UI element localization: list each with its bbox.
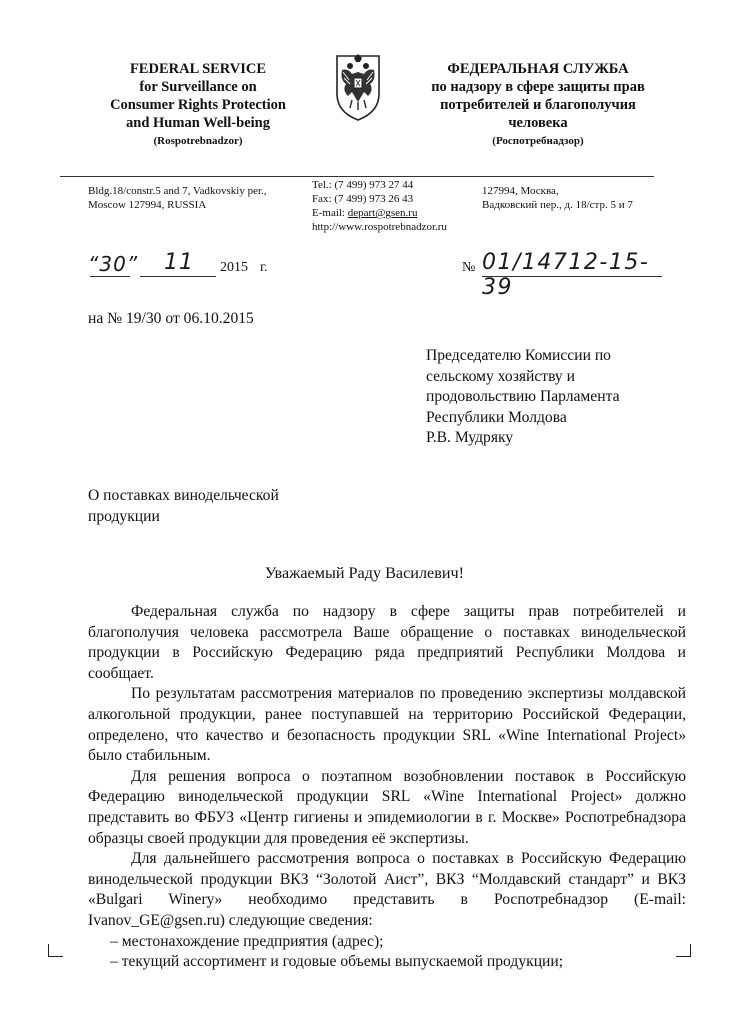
website-link[interactable]: http://www.rospotrebnadzor.ru (312, 221, 447, 233)
email-link[interactable]: depart@gsen.ru (347, 207, 418, 219)
date-day-handwritten: “30” (88, 252, 139, 276)
address-en-line: Moscow 127994, RUSSIA (88, 199, 207, 211)
address-russian (482, 184, 662, 212)
header-ru-line: человека (508, 115, 568, 131)
reference-line: на № 19/30 от 06.10.2015 (88, 310, 254, 327)
double-headed-eagle-icon (334, 50, 382, 124)
phone-line: Tel.: (7 499) 973 27 44 (312, 179, 414, 191)
date-year-suffix: г. (260, 260, 268, 275)
corner-mark-left (48, 944, 63, 957)
list-item: – текущий ассортимент и годовые объемы выпускаемой продукции; (110, 953, 564, 971)
address-ru-line: 127994, Москва, (482, 185, 559, 197)
number-handwritten: 01/14712-15-39 (482, 250, 650, 300)
contact-details (312, 178, 482, 234)
body-paragraph: Федеральная служба по надзору в сфере защиты прав потребителей и благополучия человека рассмотрела Ваше обращение о поставках винодельческой продукции в Российскую Федерацию ряда предприятий Республики Молдова и сообщает. (88, 603, 686, 682)
addressee-line: Председателю Комиссии по (426, 347, 611, 364)
header-russian (414, 60, 662, 150)
document-number (462, 250, 672, 300)
corner-mark-right (676, 944, 691, 957)
subject-line: продукции (88, 507, 160, 525)
header-divider (60, 176, 654, 177)
header-en-line: and Human Well-being (126, 115, 270, 131)
body-paragraph: По результатам рассмотрения материалов по проведению экспертизы молдавской алкогольной продукции, ранее поступавшей на территорию Российской Федерации, определено, что качество и безопасность продукции SRL «Wine International Project» было стабильным. (88, 685, 686, 765)
coat-of-arms-emblem (334, 50, 382, 124)
body-paragraph: Для решения вопроса о поэтапном возобновлении поставок в Российскую Федерацию винодельческой продукции SRL «Wine International Project» должно представить во ФБУЗ «Центр гигиены и эпидемиологии в г. Москве» Роспотребнадзора образцы своей продукции для проведения её экспертизы. (88, 767, 686, 847)
header-ru-line: ФЕДЕРАЛЬНАЯ СЛУЖБА (447, 61, 629, 77)
header-en-short-name: (Rospotrebnadzor) (153, 135, 243, 147)
date-day-underline (90, 276, 130, 277)
date-year: 2015 (220, 260, 248, 275)
list-item: – местонахождение предприятия (адрес); (110, 932, 384, 950)
subject-line: О поставках винодельческой (88, 487, 279, 504)
body-paragraph: Для дальнейшего рассмотрения вопроса о поставках в Российскую Федерацию винодельческой продукции ВКЗ “Золотой Аист”, ВКЗ “Молдавский стандарт” и ВКЗ «Bulgari Winery» необходимо представить в Роспотребнадзор (E-mail: Ivanov_GE@gsen.ru) следующие сведения: (88, 850, 686, 929)
header-en-line: FEDERAL SERVICE (129, 61, 267, 77)
address-english (88, 184, 298, 212)
email-line (312, 206, 482, 220)
header-ru-line: потребителей и благополучия (440, 97, 636, 113)
date-month-handwritten: 11 (164, 250, 194, 275)
number-underline (482, 276, 662, 277)
header-en-line: Consumer Rights Protection (110, 97, 286, 113)
addressee-line: продовольствию Парламента (426, 388, 620, 406)
subject-block (88, 486, 348, 527)
header-ru-short-name: (Роспотребнадзор) (492, 135, 584, 147)
address-ru-line: Вадковский пер., д. 18/стр. 5 и 7 (482, 199, 633, 211)
address-en-line: Bldg.18/constr.5 and 7, Vadkovskiy per., (88, 185, 267, 197)
addressee-line: сельскому хозяйству и (426, 367, 575, 385)
header-english (96, 60, 300, 150)
letter-body (88, 602, 686, 973)
header-en-line: for Surveillance on (139, 79, 257, 95)
date-month-underline (140, 276, 216, 277)
fax-line: Fax: (7 499) 973 26 43 (312, 193, 414, 205)
number-prefix: № (462, 260, 476, 275)
addressee-block (426, 346, 686, 449)
addressee-line: Р.В. Мудряку (426, 429, 514, 447)
email-label: E-mail: (312, 207, 348, 219)
date-field (88, 252, 278, 282)
header-ru-line: по надзору в сфере защиты прав (431, 79, 645, 95)
salutation: Уважаемый Раду Василевич! (264, 564, 465, 582)
addressee-line: Республики Молдова (426, 408, 567, 426)
